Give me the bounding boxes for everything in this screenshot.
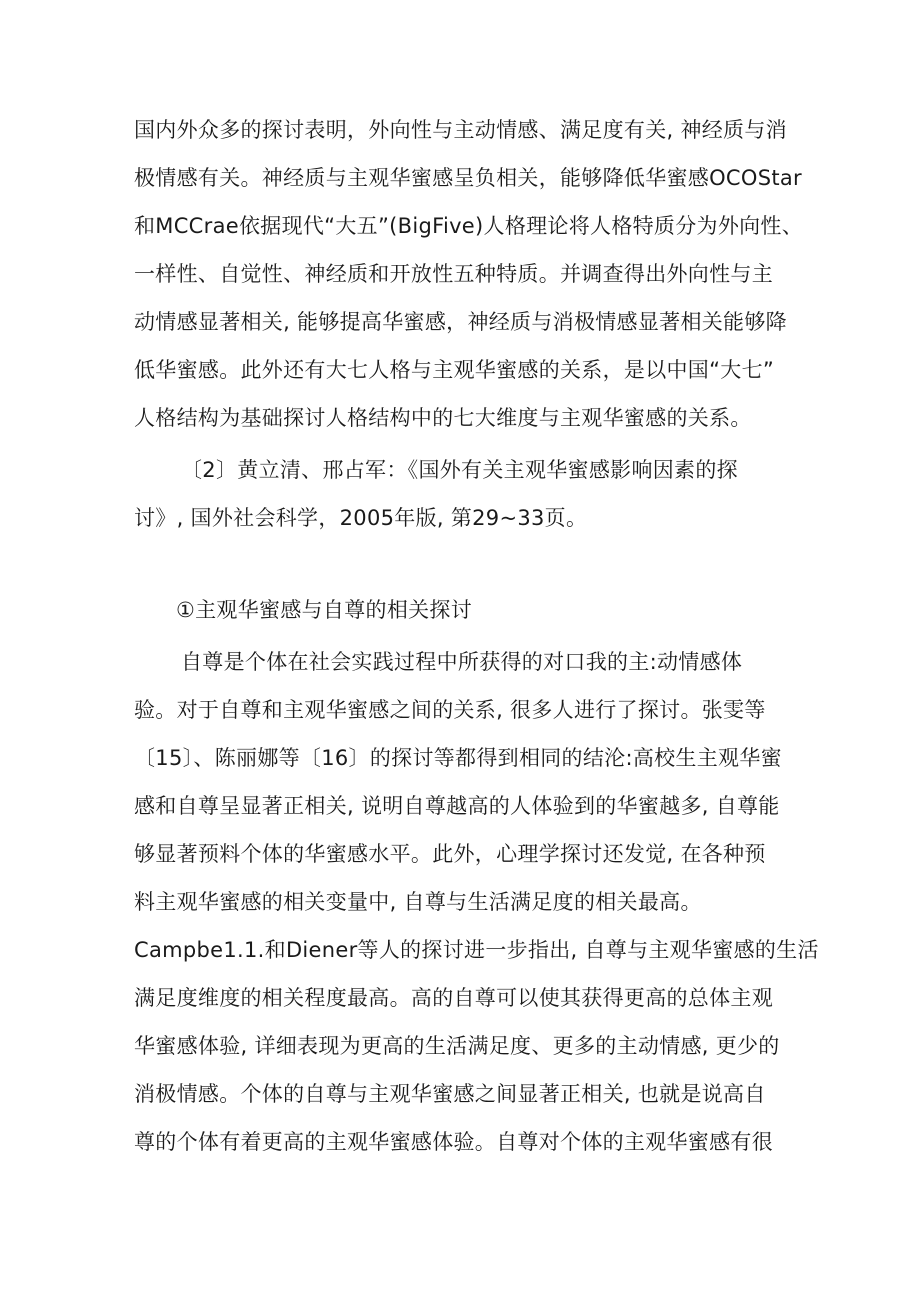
paragraph-line: 动情感显著相关, 能够提高华蜜感，神经质与消极情感显著相关能够降 <box>134 310 787 334</box>
paragraph-line: 料主观华蜜感的相关变量中, 自尊与生活满足度的相关最高。 <box>134 890 702 914</box>
paragraph-line: 自尊是个体在社会实践过程中所获得的对口我的主:动情感体 <box>181 650 743 674</box>
paragraph-line: 消极情感。个体的自尊与主观华蜜感之间显著正相关, 也就是说高自 <box>134 1082 766 1106</box>
reference-line: 〔2〕黄立清、邢占军：《国外有关主观华蜜感影响因素的探 <box>181 458 738 482</box>
paragraph-line: 尊的个体有着更高的主观华蜜感体验。自尊对个体的主观华蜜感有很 <box>134 1130 773 1154</box>
paragraph-line: 感和自尊呈显著正相关, 说明自尊越高的人体验到的华蜜越多, 自尊能 <box>134 794 780 818</box>
paragraph-line: Campbe1.1.和Diener等人的探讨进一步指出, 自尊与主观华蜜感的生活 <box>134 938 819 962</box>
paragraph-line: 华蜜感体验, 详细表现为更高的生活满足度、更多的主动情感, 更少的 <box>134 1034 780 1058</box>
paragraph-line: 够显著预料个体的华蜜感水平。此外，心理学探讨还发觉, 在各种预 <box>134 842 766 866</box>
paragraph-line: 人格结构为基础探讨人格结构中的七大维度与主观华蜜感的关系。 <box>134 406 752 430</box>
paragraph-line: 〔15〕、陈丽娜等〔16〕的探讨等都得到相同的结沦:高校生主观华蜜 <box>134 746 782 770</box>
paragraph-line: 低华蜜感。此外还有大七人格与主观华蜜感的关系，是以中国“大七” <box>134 358 775 382</box>
section-heading: ①主观华蜜感与自尊的相关探讨 <box>176 598 473 622</box>
paragraph-line: 验。对于自尊和主观华蜜感之间的关系, 很多人进行了探讨。张雯等 <box>134 698 766 722</box>
paragraph-line: 国内外众多的探讨表明，外向性与主动情感、满足度有关, 神经质与消 <box>134 118 787 142</box>
paragraph-line: 极情感有关。神经质与主观华蜜感呈负相关，能够降低华蜜感OCOStar <box>134 166 802 190</box>
paragraph-line: 一样性、自觉性、神经质和开放性五种特质。并调查得出外向性与主 <box>134 262 773 286</box>
paragraph-line: 满足度维度的相关程度最高。高的自尊可以使其获得更高的总体主观 <box>134 986 773 1010</box>
reference-line: 讨》, 国外社会科学，2005年版, 第29~33页。 <box>134 506 588 530</box>
paragraph-line: 和MCCrae依据现代“大五”(BigFive)人格理论将人格特质分为外向性、 <box>134 214 804 238</box>
